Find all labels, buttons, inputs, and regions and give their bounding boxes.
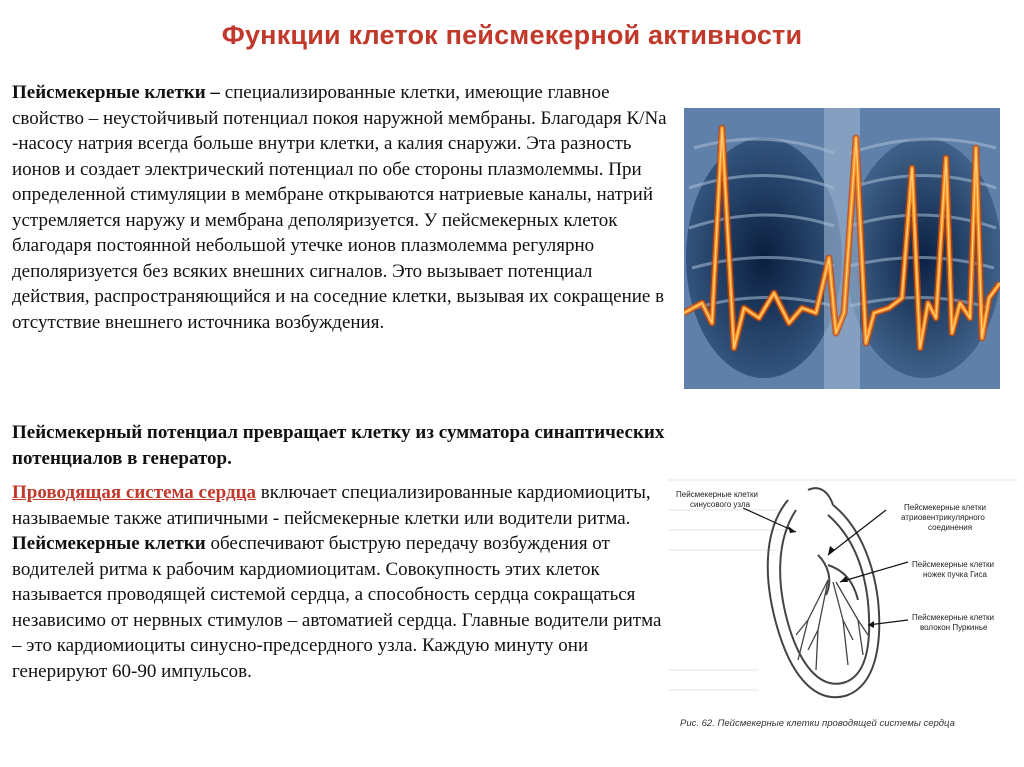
conduction-bold-term: Пейсмекерные клетки xyxy=(12,533,206,554)
label-purkinje-2: волокон Пуркинье xyxy=(920,623,988,632)
label-sinus-1: Пейсмекерные клетки xyxy=(676,490,759,499)
pacemaker-cells-term: Пейсмекерные клетки – xyxy=(12,82,220,103)
label-sinus-2: синусового узла xyxy=(690,500,751,509)
diagram-caption: Рис. 62. Пейсмекерные клетки проводящей системы сердца xyxy=(680,718,955,729)
conduction-system-diagram xyxy=(668,470,1018,745)
label-av-2: атриовентрикулярного xyxy=(901,513,985,522)
conduction-text-1: включает специализированные кардиомиоциты, называемые также атипичными - пейсмекерные клетки или водители ритма. xyxy=(12,482,651,529)
conduction-system-paragraph xyxy=(12,480,664,684)
conduction-text-2: обеспечивают быструю передачу возбуждения от водителей ритма к рабочим кардиомиоцитам. Совокупность этих клеток называется проводящей системой сердца, а способность сердца сокращаться независимо от нервных стимулов – автоматией сердца. Главные водители ритма – это кардиомиоциты синусно-предсердного узла. Каждую минуту они генерируют 60-90 импульсов. xyxy=(12,533,662,682)
label-his-2: ножек пучка Гиса xyxy=(923,570,987,579)
label-av-1: Пейсмекерные клетки xyxy=(904,503,987,512)
ecg-xray-image xyxy=(684,108,1000,389)
conduction-system-link[interactable]: Проводящая система сердца xyxy=(12,482,257,503)
label-av-3: соединения xyxy=(928,523,973,532)
pacemaker-cells-text: специализированные клетки, имеющие главное свойство – неустойчивый потенциал покоя наружной мембраны. Благодаря К/Na -насосу натрия всегда больше внутри клетки, а калия снаружи. Эта разность ионов и создает электрический потенциал по обе стороны плазмолеммы. При определенной стимуляции в мембране открываются натриевые каналы, натрий устремляется наружу и мембрана деполяризуется. У пейсмекерных клеток благодаря постоянной небольшой утечке ионов плазмолемма регулярно деполяризуется без всяких внешних сигналов. Это вызывает потенциал действия, распространяющийся и на соседние клетки, вызывая их сокращение в отсутствие внешнего источника возбуждения. xyxy=(12,82,667,333)
label-purkinje-1: Пейсмекерные клетки xyxy=(912,613,995,622)
page-title: Функции клеток пейсмекерной активности xyxy=(221,20,803,50)
pacemaker-potential-paragraph: Пейсмекерный потенциал превращает клетку из сумматора синаптических потенциалов в генератор. xyxy=(12,422,665,469)
label-his-1: Пейсмекерные клетки xyxy=(912,560,995,569)
pacemaker-cells-paragraph xyxy=(12,80,667,335)
